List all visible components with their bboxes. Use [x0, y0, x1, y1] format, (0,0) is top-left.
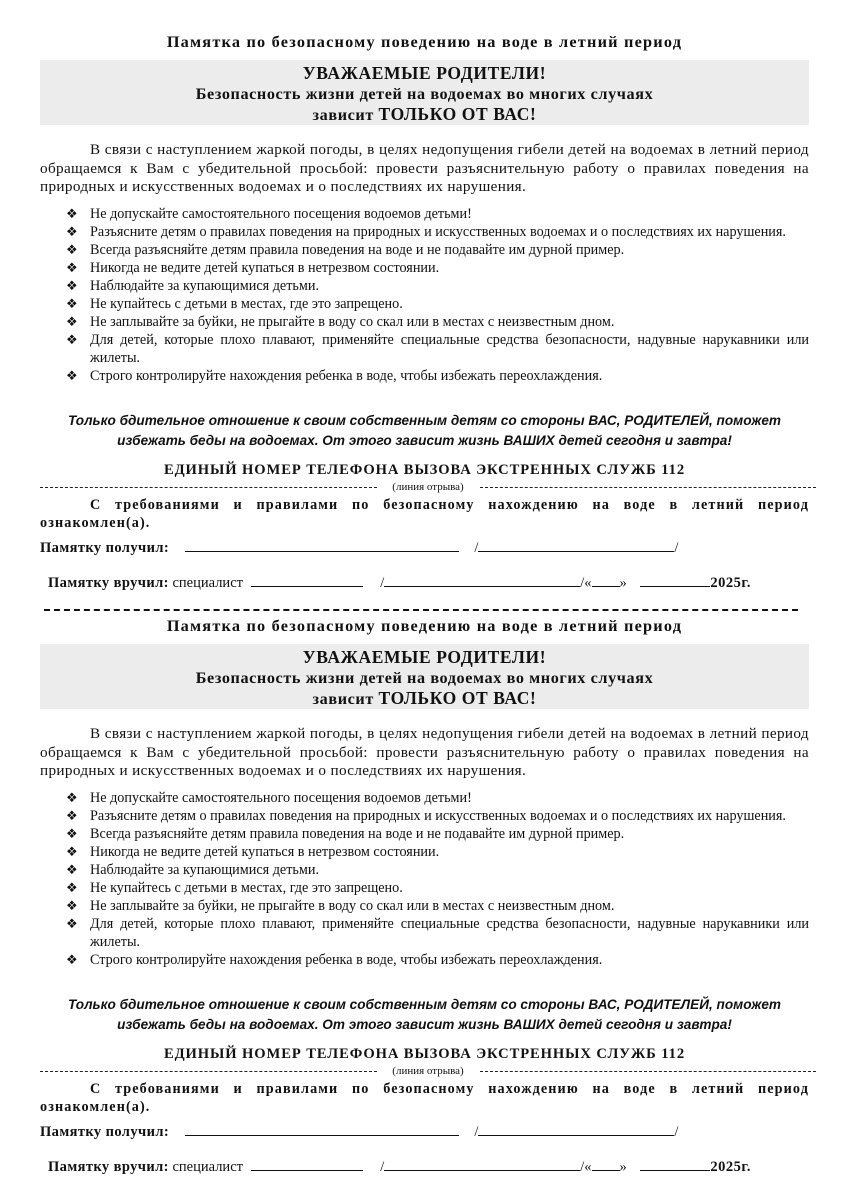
month-field[interactable] — [640, 573, 710, 587]
list-item: ❖ Для детей, которые плохо плавают, применяйте специальные средства безопасности, надувные нарукавники или жилеты. — [66, 332, 809, 366]
list-item: ❖ Строго контролируйте нахождения ребенка в воде, чтобы избежать переохлаждения. — [66, 368, 603, 384]
received-label: Памятку получил: — [40, 1124, 170, 1140]
list-item: ❖ Не купайтесь с детьми в местах, где это запрещено. — [66, 296, 403, 312]
year-label: 2025г. — [710, 575, 751, 591]
diamond-bullet-icon: ❖ — [66, 206, 78, 221]
received-signature-field[interactable] — [478, 538, 674, 552]
diamond-bullet-icon: ❖ — [66, 314, 78, 329]
banner-emphasis: ТОЛЬКО ОТ ВАС! — [378, 688, 537, 708]
list-item: ❖ Никогда не ведите детей купаться в нетрезвом состоянии. — [66, 260, 440, 276]
diamond-bullet-icon: ❖ — [66, 898, 78, 913]
parents-warning-note: Только бдительное отношение к своим собственным детям со стороны ВАС, РОДИТЕЛЕЙ, поможет избежать беды на водоемах. От этого зависит жизнь ВАШИХ детей сегодня и завтра! — [68, 413, 781, 448]
banner-heading: УВАЖАЕМЫЕ РОДИТЕЛИ! — [302, 63, 547, 83]
handed-role: специалист — [172, 1159, 243, 1175]
tear-line-dash-left — [40, 487, 377, 488]
month-field[interactable] — [640, 1157, 710, 1171]
received-row: Памятку получил: / / — [40, 1124, 679, 1140]
banner-heading: УВАЖАЕМЫЕ РОДИТЕЛИ! — [302, 647, 547, 667]
intro-paragraph: В связи с наступлением жаркой погоды, в целях недопущения гибели детей на водоемах в летний период обращаемся к Вам с убедительной просьбой: провести разъяснительную работу о правилах поведения на природных и искусственных водоемах и о последствиях их нарушения. — [40, 725, 809, 780]
handed-role: специалист — [172, 575, 243, 591]
tear-line-dash-right — [480, 1071, 816, 1072]
diamond-bullet-icon: ❖ — [66, 790, 78, 805]
day-field[interactable] — [592, 1157, 620, 1171]
received-row: Памятку получил: / / — [40, 540, 679, 556]
handed-signature-field[interactable] — [384, 1157, 580, 1171]
list-item: ❖ Не заплывайте за буйки, не прыгайте в воду со скал или в местах с неизвестным дном. — [66, 314, 615, 330]
parents-banner — [40, 60, 809, 125]
list-item: ❖ Разъясните детям о правилах поведения на природных и искусственных водоемах и о последствиях их нарушения. — [66, 224, 786, 240]
tear-line-dash-left — [40, 1071, 377, 1072]
list-item: ❖ Никогда не ведите детей купаться в нетрезвом состоянии. — [66, 844, 440, 860]
intro-paragraph: В связи с наступлением жаркой погоды, в целях недопущения гибели детей на водоемах в летний период обращаемся к Вам с убедительной просьбой: провести разъяснительную работу о правилах поведения на природных и искусственных водоемах и о последствиях их нарушения. — [40, 141, 809, 196]
diamond-bullet-icon: ❖ — [66, 844, 78, 859]
list-item: ❖ Всегда разъясняйте детям правила поведения на воде и не подавайте им дурной пример. — [66, 242, 625, 258]
diamond-bullet-icon: ❖ — [66, 278, 78, 293]
diamond-bullet-icon: ❖ — [66, 242, 78, 257]
list-item: ❖ Для детей, которые плохо плавают, применяйте специальные средства безопасности, надувные нарукавники или жилеты. — [66, 916, 809, 950]
received-label: Памятку получил: — [40, 540, 170, 556]
list-item: ❖ Не купайтесь с детьми в местах, где это запрещено. — [66, 880, 403, 896]
tear-line — [40, 480, 816, 494]
diamond-bullet-icon: ❖ — [66, 260, 78, 275]
list-item: ❖ Строго контролируйте нахождения ребенка в воде, чтобы избежать переохлаждения. — [66, 952, 603, 968]
diamond-bullet-icon: ❖ — [66, 368, 78, 383]
banner-emphasis: ТОЛЬКО ОТ ВАС! — [378, 104, 537, 124]
diamond-bullet-icon: ❖ — [66, 880, 78, 895]
list-item: ❖ Всегда разъясняйте детям правила поведения на воде и не подавайте им дурной пример. — [66, 826, 625, 842]
diamond-bullet-icon: ❖ — [66, 296, 78, 311]
diamond-bullet-icon: ❖ — [66, 952, 78, 967]
rules-list — [40, 205, 809, 385]
diamond-bullet-icon: ❖ — [66, 224, 78, 239]
list-item: ❖ Не заплывайте за буйки, не прыгайте в воду со скал или в местах с неизвестным дном. — [66, 898, 615, 914]
list-item: ❖ Не допускайте самостоятельного посещения водоемов детьми! — [66, 206, 472, 222]
diamond-bullet-icon: ❖ — [66, 808, 78, 823]
page-title: Памятка по безопасному поведению на воде в летний период — [166, 616, 683, 635]
acknowledgement: С требованиями и правилами по безопасному нахождению на воде в летний период ознакомлен(а). — [40, 497, 809, 531]
tear-line-label: (линия отрыва) — [392, 481, 464, 493]
cut-line — [44, 609, 798, 611]
diamond-bullet-icon: ❖ — [66, 332, 78, 347]
diamond-bullet-icon: ❖ — [66, 862, 78, 877]
list-item: ❖ Не допускайте самостоятельного посещения водоемов детьми! — [66, 790, 472, 806]
banner-emphasis-line: зависит ТОЛЬКО ОТ ВАС! — [312, 104, 537, 124]
diamond-bullet-icon: ❖ — [66, 826, 78, 841]
list-item: ❖ Разъясните детям о правилах поведения на природных и искусственных водоемах и о последствиях их нарушения. — [66, 808, 786, 824]
tear-line-label: (линия отрыва) — [392, 1065, 464, 1077]
rules-list — [40, 789, 809, 969]
day-field[interactable] — [592, 573, 620, 587]
received-name-field[interactable] — [185, 538, 459, 552]
handed-row: Памятку вручил: специалист / /« » 2025г. — [48, 575, 751, 591]
parents-banner — [40, 644, 809, 709]
banner-subheading: Безопасность жизни детей на водоемах во многих случаях — [195, 85, 654, 103]
handed-name-field[interactable] — [251, 1157, 363, 1171]
banner-subheading: Безопасность жизни детей на водоемах во многих случаях — [195, 669, 654, 687]
handed-name-field[interactable] — [251, 573, 363, 587]
tear-line-dash-right — [480, 487, 816, 488]
year-label: 2025г. — [710, 1159, 751, 1175]
received-signature-field[interactable] — [478, 1122, 674, 1136]
handed-signature-field[interactable] — [384, 573, 580, 587]
received-name-field[interactable] — [185, 1122, 459, 1136]
diamond-bullet-icon: ❖ — [66, 916, 78, 931]
acknowledgement: С требованиями и правилами по безопасному нахождению на воде в летний период ознакомлен(а). — [40, 1081, 809, 1115]
handed-row: Памятку вручил: специалист / /« » 2025г. — [48, 1159, 751, 1175]
banner-emphasis-line: зависит ТОЛЬКО ОТ ВАС! — [312, 688, 537, 708]
parents-warning-note: Только бдительное отношение к своим собственным детям со стороны ВАС, РОДИТЕЛЕЙ, поможет избежать беды на водоемах. От этого зависит жизнь ВАШИХ детей сегодня и завтра! — [68, 997, 781, 1032]
page-title: Памятка по безопасному поведению на воде в летний период — [166, 32, 683, 51]
tear-line — [40, 1064, 816, 1078]
list-item: ❖ Наблюдайте за купающимися детьми. — [66, 278, 320, 294]
handed-label: Памятку вручил: — [48, 575, 169, 591]
handed-label: Памятку вручил: — [48, 1159, 169, 1175]
emergency-phone: ЕДИНЫЙ НОМЕР ТЕЛЕФОНА ВЫЗОВА ЭКСТРЕННЫХ СЛУЖБ 112 — [163, 462, 686, 478]
list-item: ❖ Наблюдайте за купающимися детьми. — [66, 862, 320, 878]
emergency-phone: ЕДИНЫЙ НОМЕР ТЕЛЕФОНА ВЫЗОВА ЭКСТРЕННЫХ СЛУЖБ 112 — [163, 1046, 686, 1062]
